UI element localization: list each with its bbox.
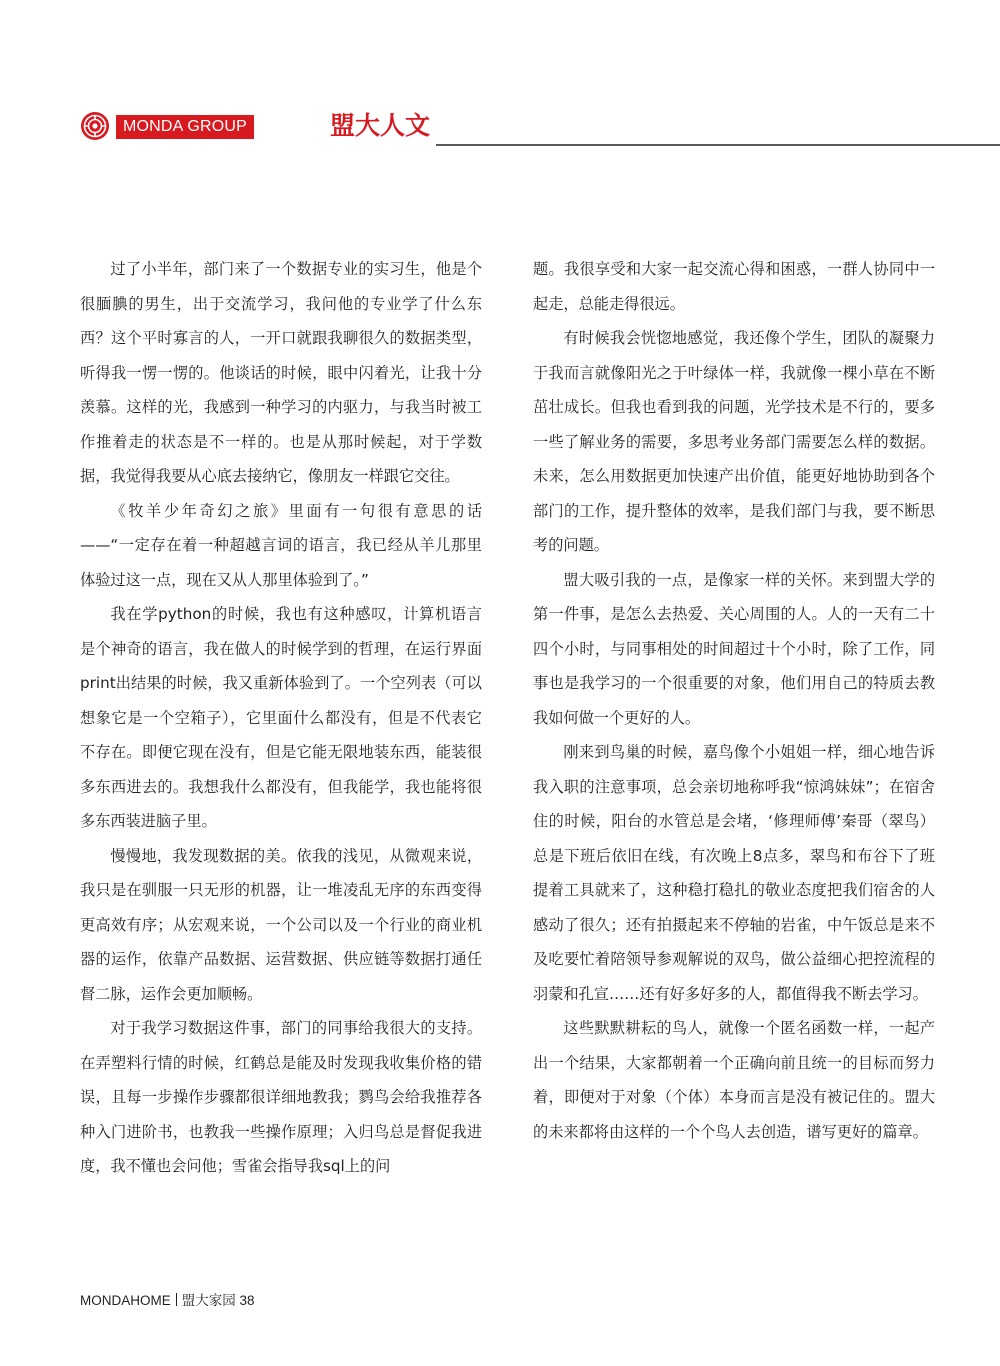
- body-paragraph: 有时候我会恍惚地感觉，我还像个学生，团队的凝聚力于我而言就像阳光之于叶绿体一样，我就像一棵小草在不断茁壮成长。但我也看到我的问题，光学技术是不行的，要多一些了解业务的需要，多思考业务部门需要怎么样的数据。未来，怎么用数据更加快速产出价值，能更好地协助到各个部门的工作，提升整体的效率，是我们部门与我，要不断思考的问题。: [533, 329, 935, 554]
- body-paragraph: 慢慢地，我发现数据的美。依我的浅见，从微观来说，我只是在驯服一只无形的机器，让一堆凌乱无序的东西变得更高效有序；从宏观来说，一个公司以及一个行业的商业机器的运作，依靠产品数据、运营数据、供应链等数据打通任督二脉，运作会更加顺畅。: [80, 846, 482, 1003]
- page-footer: [80, 1292, 255, 1310]
- body-paragraph: 这些默默耕耘的鸟人，就像一个匿名函数一样，一起产出一个结果，大家都朝着一个正确向前且统一的目标而努力着，即便对于对象（个体）本身而言是没有被记住的。盟大的未来都将由这样的一个个鸟人去创造，谱写更好的篇章。: [533, 1019, 935, 1141]
- body-paragraph: 盟大吸引我的一点，是像家一样的关怀。来到盟大学的第一件事，是怎么去热爱、关心周围的人。人的一天有二十四个小时，与同事相处的时间超过十个小时，除了工作，同事也是我学习的一个很重要的对象，他们用自己的特质去教我如何做一个更好的人。: [533, 570, 935, 727]
- footer-divider: [176, 1293, 177, 1306]
- page-number: 38: [239, 1293, 255, 1308]
- footer-title: 盟大家园: [181, 1293, 236, 1308]
- body-paragraph: 我在学python的时候，我也有这种感叹，计算机语言是个神奇的语言，我在做人的时候学到的哲理，在运行界面print出结果的时候，我又重新体验到了。一个空列表（可以想象它是一个空箱子），它里面什么都没有，但是不代表它不存在。即便它现在没有，但是它能无限地装东西，能装很多东西进去的。我想我什么都没有，但我能学，我也能将很多东西装进脑子里。: [80, 605, 482, 830]
- body-paragraph: 过了小半年，部门来了一个数据专业的实习生，他是个很腼腆的男生，出于交流学习，我问他的专业学了什么东西？这个平时寡言的人，一开口就跟我聊很久的数据类型，听得我一愣一愣的。他谈话的时候，眼中闪着光，让我十分羡慕。这样的光，我感到一种学习的内驱力，与我当时被工作推着走的状态是不一样的。也是从那时候起，对于学数据，我觉得我要从心底去接纳它，像朋友一样跟它交往。: [80, 260, 482, 485]
- header-divider: [436, 144, 1000, 146]
- body-paragraph: 刚来到鸟巢的时候，嘉鸟像个小姐姐一样，细心地告诉我入职的注意事项，总会亲切地称呼我“惊鸿妹妹”；在宿舍住的时候，阳台的水管总是会堵，‘修理师傅’秦哥（翠鸟）总是下班后依旧在线，有次晚上8点多，翠鸟和布谷下了班提着工具就来了，这种稳打稳扎的敬业态度把我们宿舍的人感动了很久；还有拍摄起来不停轴的岩雀，中午饭总是来不及吃要忙着陪领导参观解说的双鸟，做公益细心把控流程的羽蒙和孔宣……还有好多好多的人，都值得我不断去学习。: [533, 743, 935, 1003]
- left-column: [80, 252, 482, 1184]
- footer-magazine: MONDAHOME: [80, 1293, 171, 1308]
- body-paragraph: 对于我学习数据这件事，部门的同事给我很大的支持。在弄塑料行情的时候，红鹤总是能及时发现我收集价格的错误，且每一步操作步骤都很详细地教我；鹨鸟会给我推荐各种入门进阶书，也教我一些操作原理；入归鸟总是督促我进度，我不懂也会问他；雪雀会指导我sql上的问: [80, 1019, 482, 1175]
- body-paragraph: 《牧羊少年奇幻之旅》里面有一句很有意思的话——“一定存在着一种超越言词的语言，我已经从羊儿那里体验过这一点，现在又从人那里体验到了。”: [80, 501, 482, 589]
- monda-logo-icon: [80, 111, 110, 141]
- section-title: 盟大人文: [330, 111, 431, 140]
- page-header: [80, 106, 1000, 146]
- body-paragraph-continuation: 题。我很享受和大家一起交流心得和困惑，一群人协同中一起走，总能走得很远。: [533, 260, 935, 313]
- right-column: [533, 252, 935, 1149]
- brand-label: MONDA GROUP: [116, 115, 254, 139]
